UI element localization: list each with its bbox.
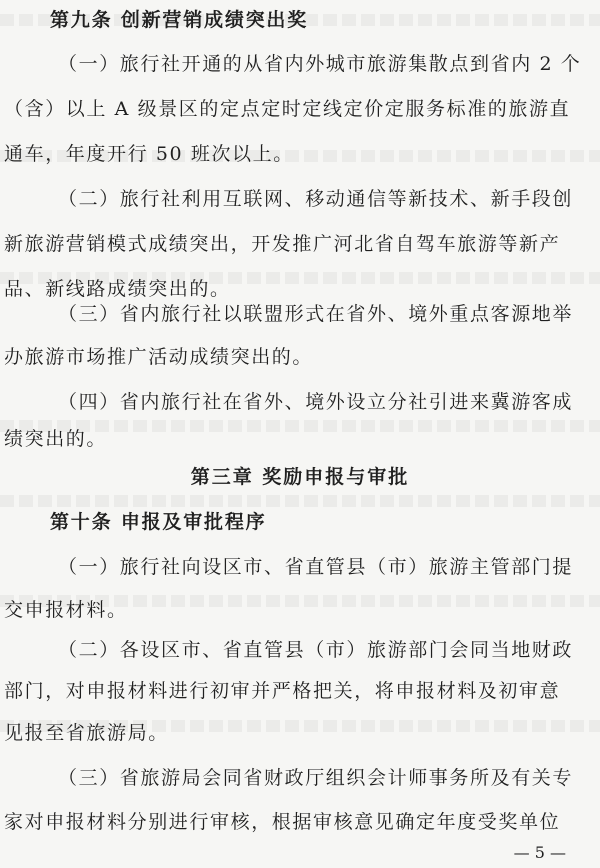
paragraph-line: （三）省内旅行社以联盟形式在省外、境外重点客源地举 [58,303,574,325]
paragraph-line: 绩突出的。 [4,428,108,450]
paragraph-line: （一）旅行社向设区市、省直管县（市）旅游主管部门提 [58,556,574,578]
paragraph-line: 办旅游市场推广活动成绩突出的。 [4,346,314,368]
paragraph-line: （含）以上 A 级景区的定点定时定线定价定服务标准的旅游直 [4,98,571,120]
paragraph-line: 交申报材料。 [4,599,128,621]
article-10-heading: 第十条 申报及审批程序 [50,511,267,533]
paragraph-line: 品、新线路成绩突出的。 [4,278,231,300]
bleed-through-texture [0,495,600,507]
paragraph-line: （二）各设区市、省直管县（市）旅游部门会同当地财政 [58,639,574,661]
paragraph-line: 通车，年度开行 50 班次以上。 [4,143,294,165]
paragraph-line: （四）省内旅行社在省外、境外设立分社引进来冀游客成 [58,391,574,413]
paragraph-line: 家对申报材料分别进行审核，根据审核意见确定年度受奖单位 [4,811,561,833]
paragraph-line: （二）旅行社利用互联网、移动通信等新技术、新手段创 [58,188,574,210]
page-number: — 5 — [513,843,566,862]
chapter-3-heading: 第三章 奖励申报与审批 [190,466,410,488]
paragraph-line: 见报至省旅游局。 [4,722,169,744]
paragraph-line: （一）旅行社开通的从省内外城市旅游集散点到省内 2 个 [58,53,582,75]
paragraph-line: 新旅游营销模式成绩突出，开发推广河北省自驾车旅游等新产 [4,233,561,255]
paragraph-line: （三）省旅游局会同省财政厅组织会计师事务所及有关专 [58,767,574,789]
article-9-heading: 第九条 创新营销成绩突出奖 [50,9,309,31]
paragraph-line: 部门，对申报材料进行初审并严格把关，将申报材料及初审意 [4,680,561,702]
